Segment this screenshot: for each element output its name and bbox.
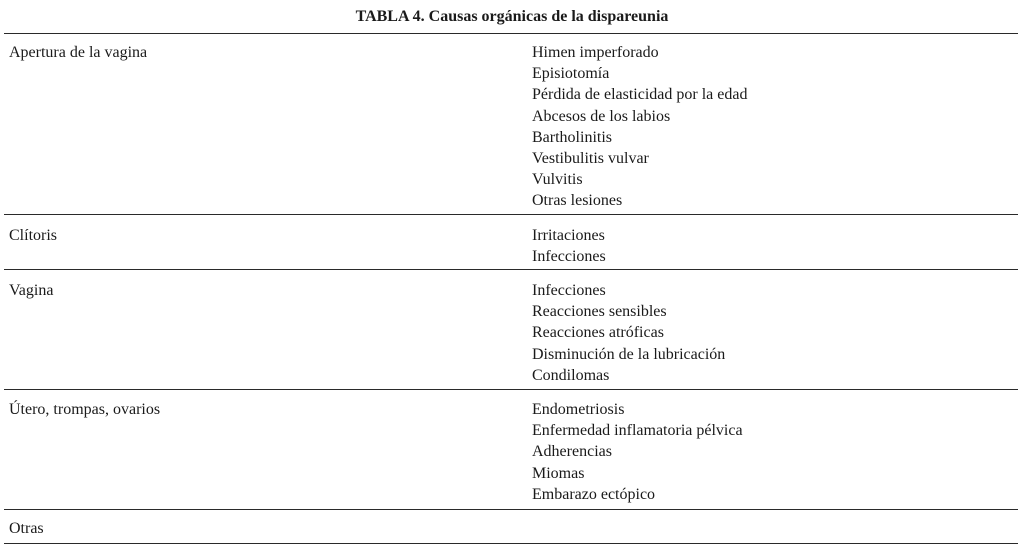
list-item: Endometriosis: [532, 401, 625, 418]
row-category: Otras: [9, 520, 44, 537]
list-item: Abcesos de los labios: [532, 107, 671, 125]
list-item: Himen imperforado: [532, 44, 659, 61]
row-divider: [4, 269, 1018, 270]
row-category: Clítoris: [9, 227, 58, 244]
list-item: Pérdida de elasticidad por la edad: [532, 86, 748, 104]
list-item: Vulvitis: [532, 171, 583, 189]
list-item: Disminución de la lubricación: [532, 345, 726, 363]
list-item: Miomas: [532, 464, 585, 482]
list-item: Otras lesiones: [532, 192, 623, 210]
cause-list: [532, 42, 747, 212]
list-item: Reacciones atróficas: [532, 324, 664, 342]
list-item: Episiotomía: [532, 65, 610, 83]
row-divider: [4, 509, 1018, 510]
list-item: Bartholinitis: [532, 128, 612, 146]
list-item: Reacciones sensibles: [532, 303, 667, 321]
row-category: Útero, trompas, ovarios: [9, 401, 161, 418]
list-item: Infecciones: [532, 282, 606, 299]
list-item: Enfermedad inflamatoria pélvica: [532, 422, 743, 440]
list-item: Embarazo ectópico: [532, 485, 656, 503]
cause-list: [532, 280, 725, 386]
table-title: TABLA 4. Causas orgánicas de la dispareunia: [355, 8, 669, 25]
top-rule: [4, 33, 1018, 34]
list-item: Condilomas: [532, 366, 610, 384]
list-item: Adherencias: [532, 443, 612, 461]
list-item: Irritaciones: [532, 227, 605, 244]
bottom-rule: [4, 543, 1018, 544]
list-item: Vestibulitis vulvar: [532, 150, 649, 168]
cause-list: [532, 225, 606, 267]
row-category: Vagina: [9, 282, 54, 299]
row-divider: [4, 214, 1018, 215]
list-item: Infecciones: [532, 248, 606, 266]
cause-list: [532, 399, 743, 505]
row-divider: [4, 389, 1018, 390]
row-category: Apertura de la vagina: [9, 44, 148, 61]
